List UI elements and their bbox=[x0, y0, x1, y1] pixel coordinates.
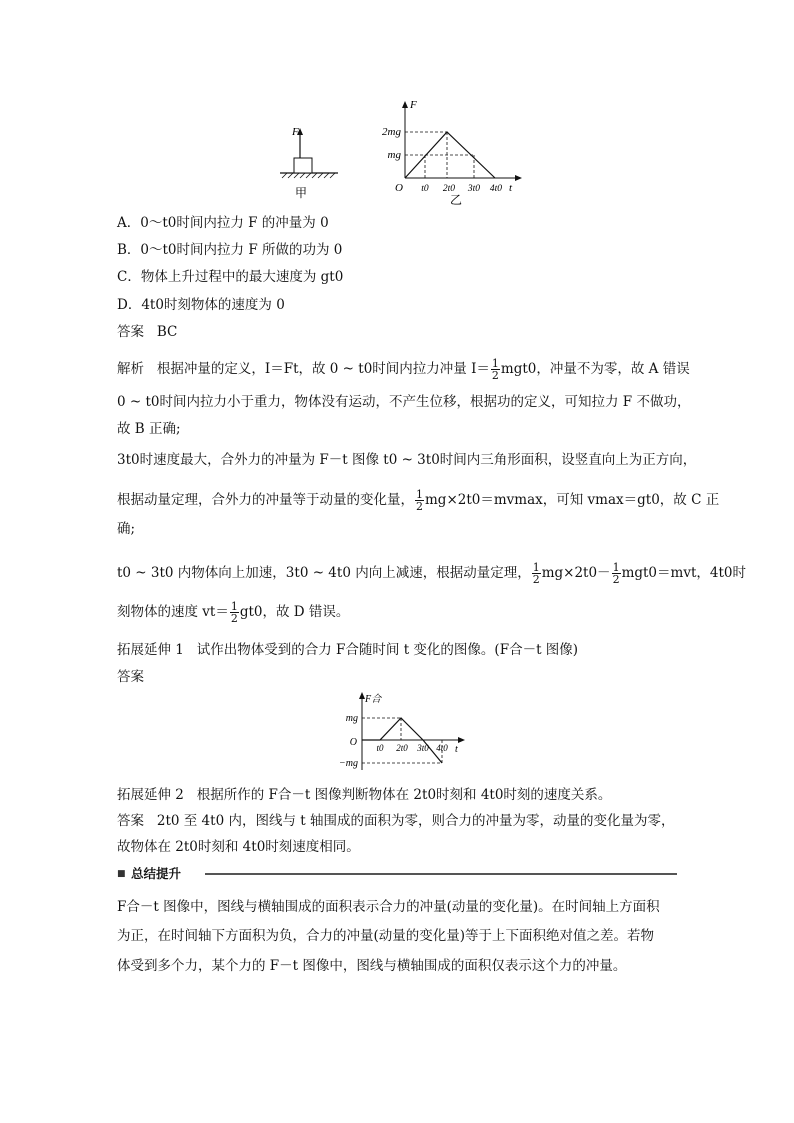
summary-title: 总结提升 bbox=[131, 866, 182, 881]
figure-ext1 bbox=[335, 690, 470, 772]
summary-divider bbox=[205, 873, 677, 875]
option-b bbox=[117, 241, 342, 259]
ext2-answer-text: 2t0 至 4t0 内，图线与 t 轴围成的面积为零，则合力的冲量为零，动量的变化量为零， bbox=[156, 813, 675, 829]
ext2-title: 拓展延伸 2 bbox=[117, 787, 184, 803]
figure-jia bbox=[280, 120, 340, 200]
x-tick-4t0: 4t0 bbox=[489, 184, 503, 194]
x-tick-4t0: 4t0 bbox=[436, 743, 448, 753]
analysis-line-5 bbox=[117, 489, 719, 512]
analysis-text: mg×2t0－ bbox=[541, 565, 611, 581]
x-tick-3t0: 3t0 bbox=[467, 184, 481, 194]
analysis-text: gt0，故 D 错误。 bbox=[239, 604, 350, 620]
analysis-text: 根据冲量的定义，I＝Ft，故 0 ~ t0时间内拉力冲量 I＝ bbox=[156, 361, 490, 377]
axis-x-label: t bbox=[509, 182, 513, 194]
analysis-line-6: 确; bbox=[117, 521, 136, 537]
analysis-text: mgt0，冲量不为零，故 A 错误 bbox=[500, 361, 690, 377]
answer-line bbox=[117, 323, 177, 341]
axis-x-label: t bbox=[455, 744, 458, 755]
fraction: $\frac{1}{2}$ bbox=[230, 600, 238, 625]
ext2-text: 根据所作的 F合－t 图像判断物体在 2t0时刻和 4t0时刻的速度关系。 bbox=[196, 787, 612, 803]
figure-yi bbox=[370, 95, 530, 207]
analysis-line-1 bbox=[117, 358, 690, 381]
option-a-label: A． bbox=[117, 215, 141, 231]
analysis-line-4: 3t0时速度最大，合外力的冲量为 F－t 图像 t0 ~ 3t0时间内三角形面积，设竖直向上为正方向， bbox=[117, 452, 697, 468]
ext2-answer-label: 答案 bbox=[117, 813, 144, 829]
force-label: F bbox=[292, 126, 299, 138]
y-tick-mg: mg bbox=[345, 713, 358, 724]
answer-label: 答案 bbox=[117, 324, 144, 340]
option-d bbox=[117, 296, 285, 314]
option-a-text: 0～t0时间内拉力 F 的冲量为 0 bbox=[140, 215, 329, 231]
x-tick-2t0: 2t0 bbox=[396, 743, 408, 753]
ext2-question bbox=[117, 786, 611, 804]
ext1-question bbox=[117, 641, 578, 659]
ext1-title: 拓展延伸 1 bbox=[117, 642, 184, 658]
summary-header bbox=[117, 866, 677, 880]
y-tick-2mg: 2mg bbox=[382, 126, 401, 138]
y-tick-mg: mg bbox=[387, 149, 401, 161]
ext2-answer-1 bbox=[117, 812, 674, 830]
x-tick-t0: t0 bbox=[421, 184, 429, 194]
fraction: $\frac{1}{2}$ bbox=[612, 561, 620, 586]
answer-value: BC bbox=[156, 324, 178, 340]
option-d-label: D． bbox=[117, 297, 142, 313]
option-d-text: 4t0时刻物体的速度为 0 bbox=[141, 297, 285, 313]
ext2-answer-2: 故物体在 2t0时刻和 4t0时刻速度相同。 bbox=[117, 839, 360, 855]
analysis-text: mg×2t0＝mvmax，可知 vmax＝gt0，故 C 正 bbox=[425, 492, 720, 508]
axis-y-label: F合 bbox=[365, 694, 382, 705]
origin-label: O bbox=[349, 737, 357, 748]
analysis-text: 根据动量定理，合外力的冲量等于动量的变化量， bbox=[117, 492, 414, 508]
figure-caption: 甲 bbox=[294, 186, 308, 200]
summary-line-3: 体受到多个力，某个力的 F－t 图像中，图线与横轴围成的面积仅表示这个力的冲量。 bbox=[117, 958, 627, 974]
option-b-label: B． bbox=[117, 242, 141, 258]
analysis-label: 解析 bbox=[117, 361, 144, 377]
option-c-label: C． bbox=[117, 269, 141, 285]
fraction: $\frac{1}{2}$ bbox=[532, 561, 540, 586]
axis-y-label: F bbox=[410, 99, 417, 111]
ext1-text: 试作出物体受到的合力 F合随时间 t 变化的图像。(F合－t 图像) bbox=[196, 642, 579, 658]
origin-label: O bbox=[395, 182, 403, 194]
summary-marker-icon: ■ bbox=[117, 869, 126, 879]
y-tick-neg-mg: −mg bbox=[339, 758, 358, 769]
option-b-text: 0～t0时间内拉力 F 所做的功为 0 bbox=[140, 242, 343, 258]
summary-line-2: 为正，在时间轴下方面积为负，合力的冲量(动量的变化量)等于上下面积绝对值之差。若物 bbox=[117, 928, 655, 944]
x-tick-t0: t0 bbox=[376, 743, 384, 753]
fraction: $\frac{1}{2}$ bbox=[491, 357, 499, 382]
analysis-text: mgt0＝mvt，4t0时 bbox=[621, 565, 746, 581]
analysis-text: t0 ~ 3t0 内物体向上加速，3t0 ~ 4t0 内向上减速，根据动量定理， bbox=[117, 565, 531, 581]
x-tick-3t0: 3t0 bbox=[417, 743, 429, 753]
analysis-line-2: 0 ~ t0时间内拉力小于重力，物体没有运动，不产生位移，根据功的定义，可知拉力 F 不做功， bbox=[117, 394, 691, 410]
option-a bbox=[117, 214, 329, 232]
analysis-line-3: 故 B 正确; bbox=[117, 421, 181, 437]
x-tick-2t0: 2t0 bbox=[442, 184, 456, 194]
analysis-line-7 bbox=[117, 562, 746, 585]
summary-line-1: F合－t 图像中，图线与横轴围成的面积表示合力的冲量(动量的变化量)。在时间轴上方面积 bbox=[117, 899, 660, 915]
analysis-text: 刻物体的速度 vt＝ bbox=[117, 604, 229, 620]
option-c bbox=[117, 268, 343, 286]
ext1-answer-label: 答案 bbox=[117, 669, 144, 685]
fraction: $\frac{1}{2}$ bbox=[416, 488, 423, 513]
figure-caption: 乙 bbox=[449, 193, 463, 207]
option-c-text: 物体上升过程中的最大速度为 gt0 bbox=[140, 269, 344, 285]
analysis-line-8 bbox=[117, 601, 349, 624]
